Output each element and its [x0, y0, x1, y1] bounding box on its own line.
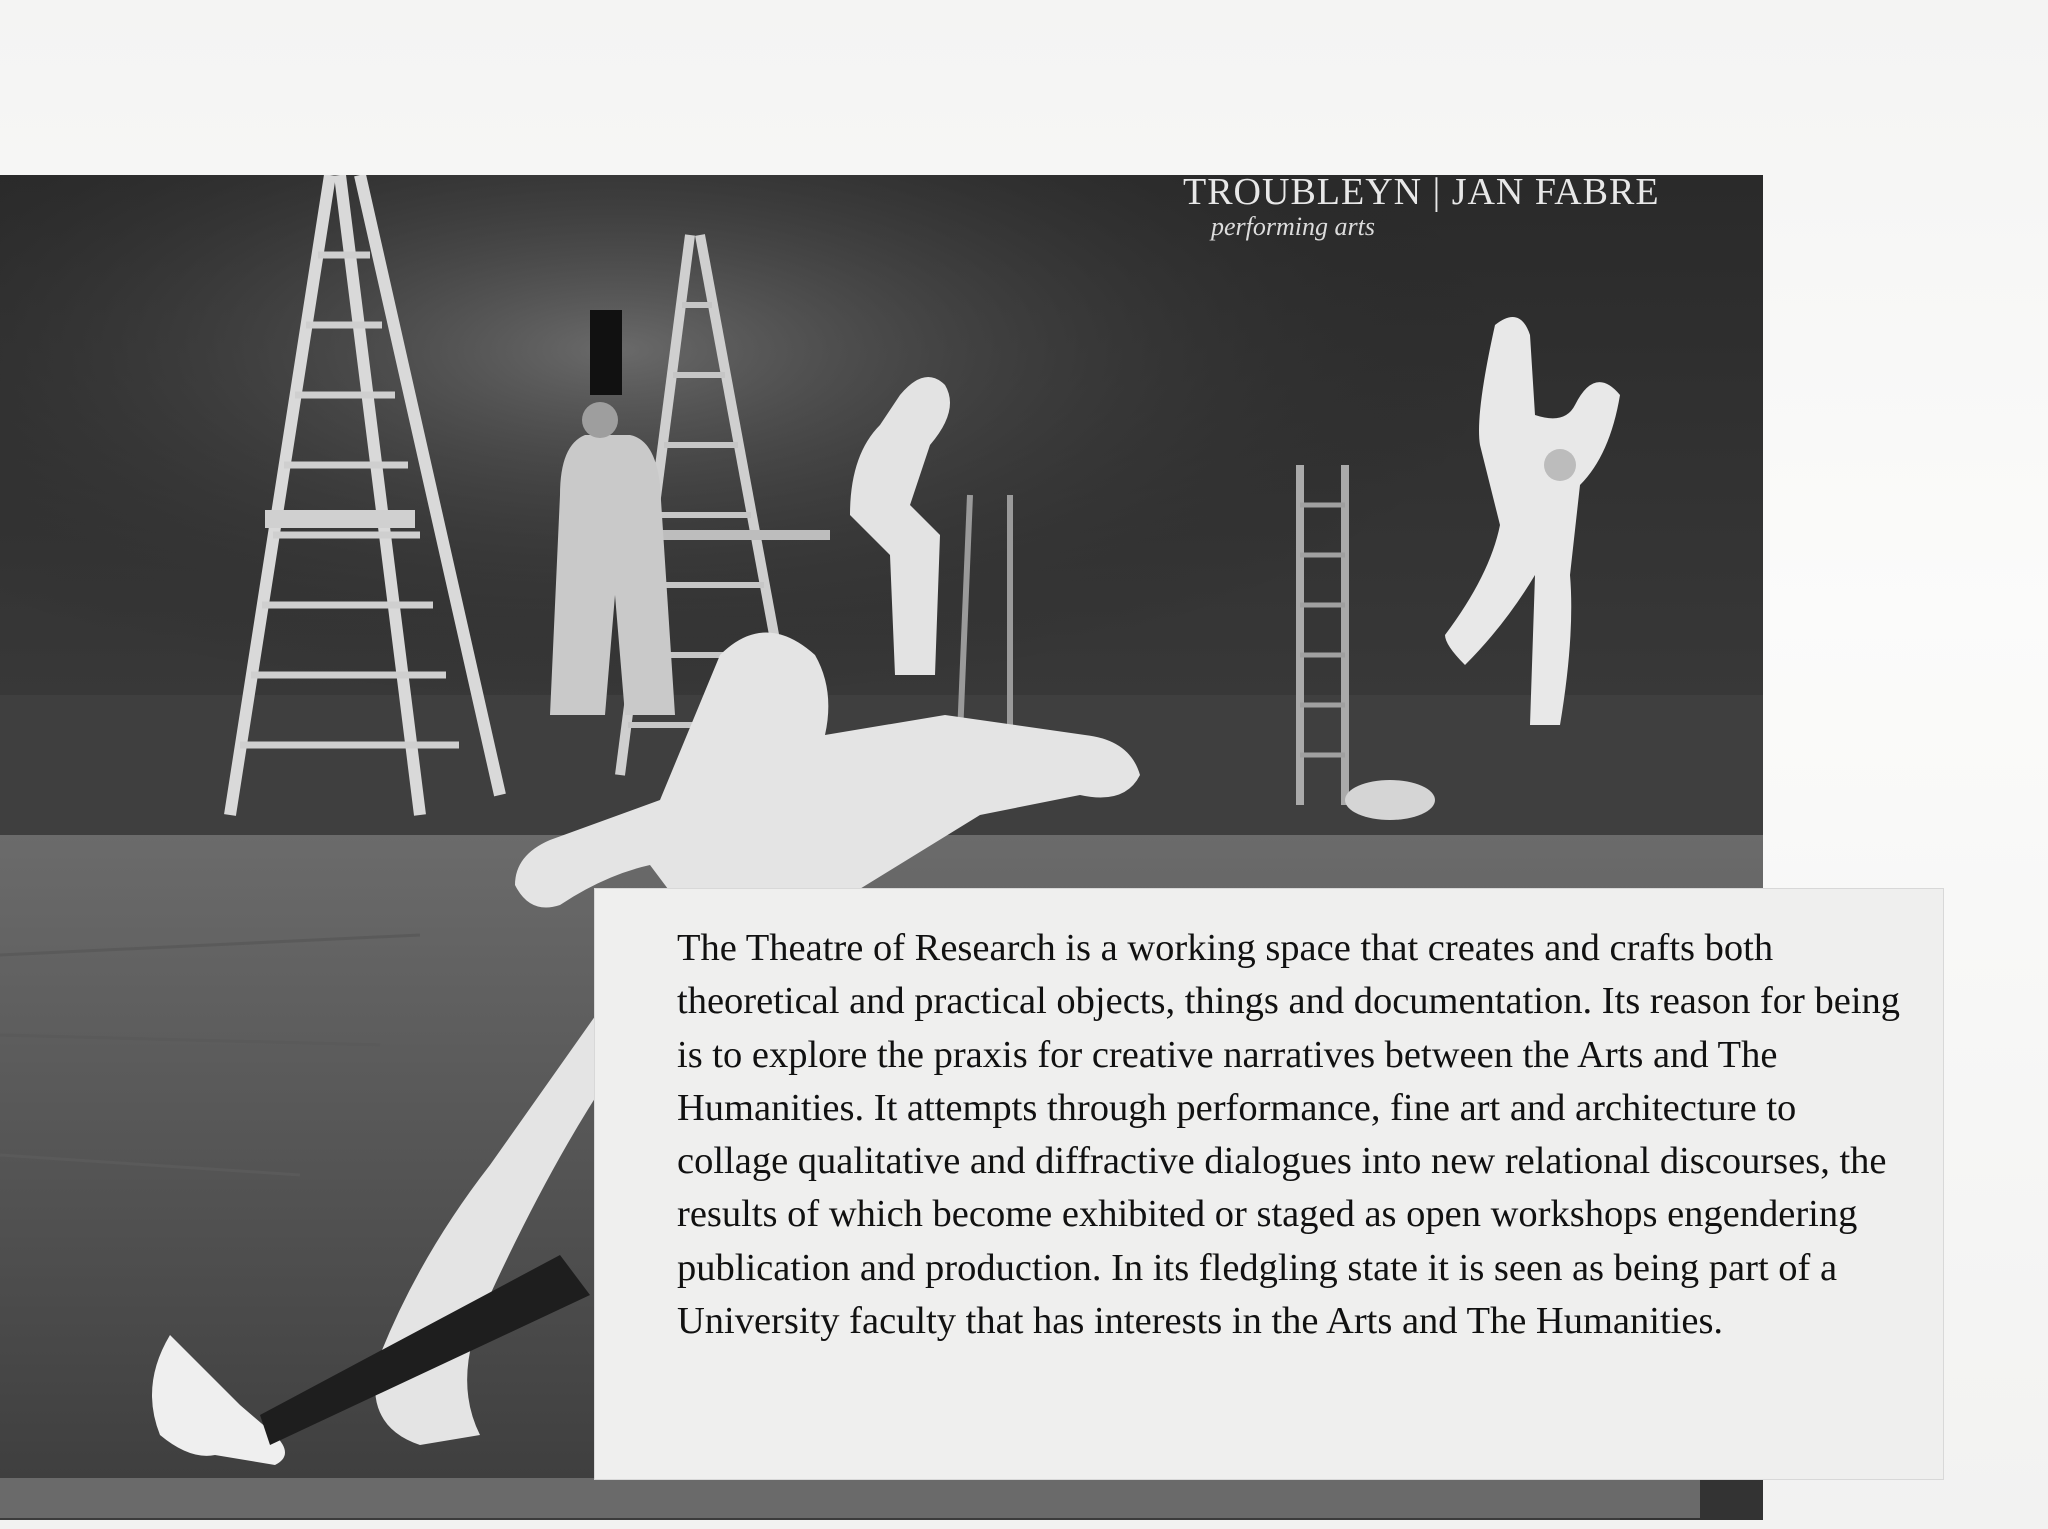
troubleyn-brand-logo	[1183, 171, 1660, 242]
brand-title: TROUBLEYN | JAN FABRE	[1183, 171, 1660, 213]
photo-caption-strip	[0, 1478, 1700, 1518]
ladder-platform	[265, 510, 415, 528]
description-text-box	[594, 888, 1944, 1480]
crouching-figure	[1345, 780, 1435, 820]
brand-subtitle: performing arts	[1211, 212, 1375, 241]
standing-figure-head	[582, 402, 618, 438]
dancer-jumping-head	[1544, 449, 1576, 481]
dark-window	[590, 310, 622, 395]
theatre-of-research-description: The Theatre of Research is a working space that creates and crafts both theoretical and practical objects, things and documentation. Its reason for being is to explore the praxis for creative narratives between the Arts and The Humanities. It attempts through performance, fine art and architecture to collage qualitative and diffractive dialogues into new relational discourses, the results of which become exhibited or staged as open workshops engendering publication and production. In its fledgling state it is seen as being part of a University faculty that has interests in the Arts and The Humanities.	[677, 927, 1901, 1343]
